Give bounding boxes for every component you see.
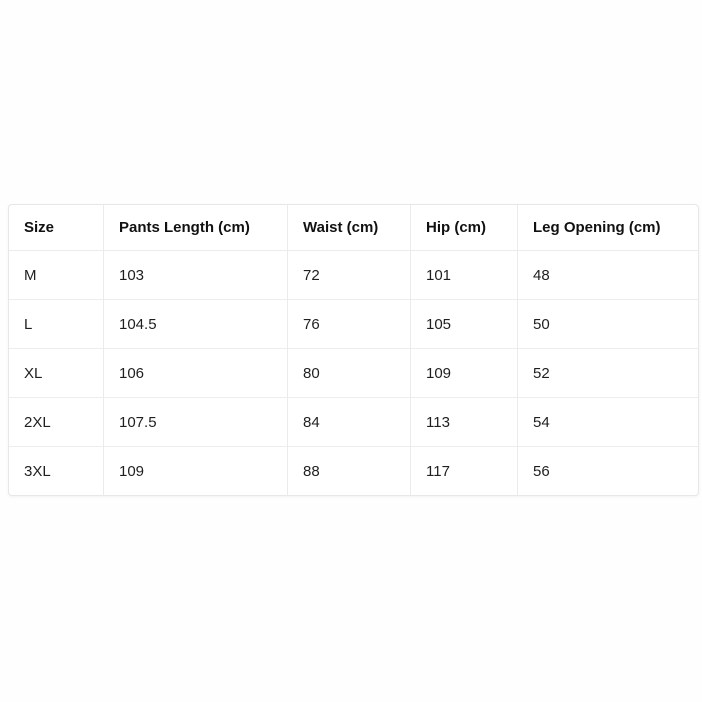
- column-header-waist: Waist (cm): [288, 205, 411, 251]
- cell-leg-opening: 50: [518, 300, 698, 349]
- cell-hip: 113: [411, 398, 518, 447]
- table-row-2xl: [9, 398, 698, 447]
- size-chart-body: [9, 251, 698, 495]
- column-header-hip: Hip (cm): [411, 205, 518, 251]
- cell-pants-length: 106: [104, 349, 288, 398]
- table-row-l: [9, 300, 698, 349]
- cell-size: 3XL: [9, 447, 104, 495]
- cell-waist: 84: [288, 398, 411, 447]
- header-row: [9, 205, 698, 251]
- table-row-3xl: [9, 447, 698, 495]
- cell-pants-length: 103: [104, 251, 288, 300]
- cell-leg-opening: 48: [518, 251, 698, 300]
- column-header-pants-length: Pants Length (cm): [104, 205, 288, 251]
- table-row-xl: [9, 349, 698, 398]
- cell-waist: 76: [288, 300, 411, 349]
- size-chart-table: [8, 204, 699, 496]
- cell-size: M: [9, 251, 104, 300]
- cell-leg-opening: 54: [518, 398, 698, 447]
- cell-hip: 109: [411, 349, 518, 398]
- cell-hip: 117: [411, 447, 518, 495]
- cell-waist: 88: [288, 447, 411, 495]
- cell-size: 2XL: [9, 398, 104, 447]
- cell-leg-opening: 56: [533, 462, 550, 480]
- cell-waist: 80: [288, 349, 411, 398]
- cell-pants-length: 109: [104, 447, 288, 495]
- size-chart-header: [9, 205, 698, 251]
- cell-waist: 72: [288, 251, 411, 300]
- column-header-size: Size: [9, 205, 104, 251]
- cell-hip: 101: [411, 251, 518, 300]
- cell-pants-length: 104.5: [104, 300, 288, 349]
- cell-hip: 105: [411, 300, 518, 349]
- cell-size: L: [9, 300, 104, 349]
- table-row-m: [9, 251, 698, 300]
- column-header-leg-opening: Leg Opening (cm): [518, 205, 698, 251]
- cell-leg-opening: 52: [518, 349, 698, 398]
- cell-size: XL: [9, 349, 104, 398]
- size-chart-container: [8, 204, 697, 496]
- cell-pants-length: 107.5: [104, 398, 288, 447]
